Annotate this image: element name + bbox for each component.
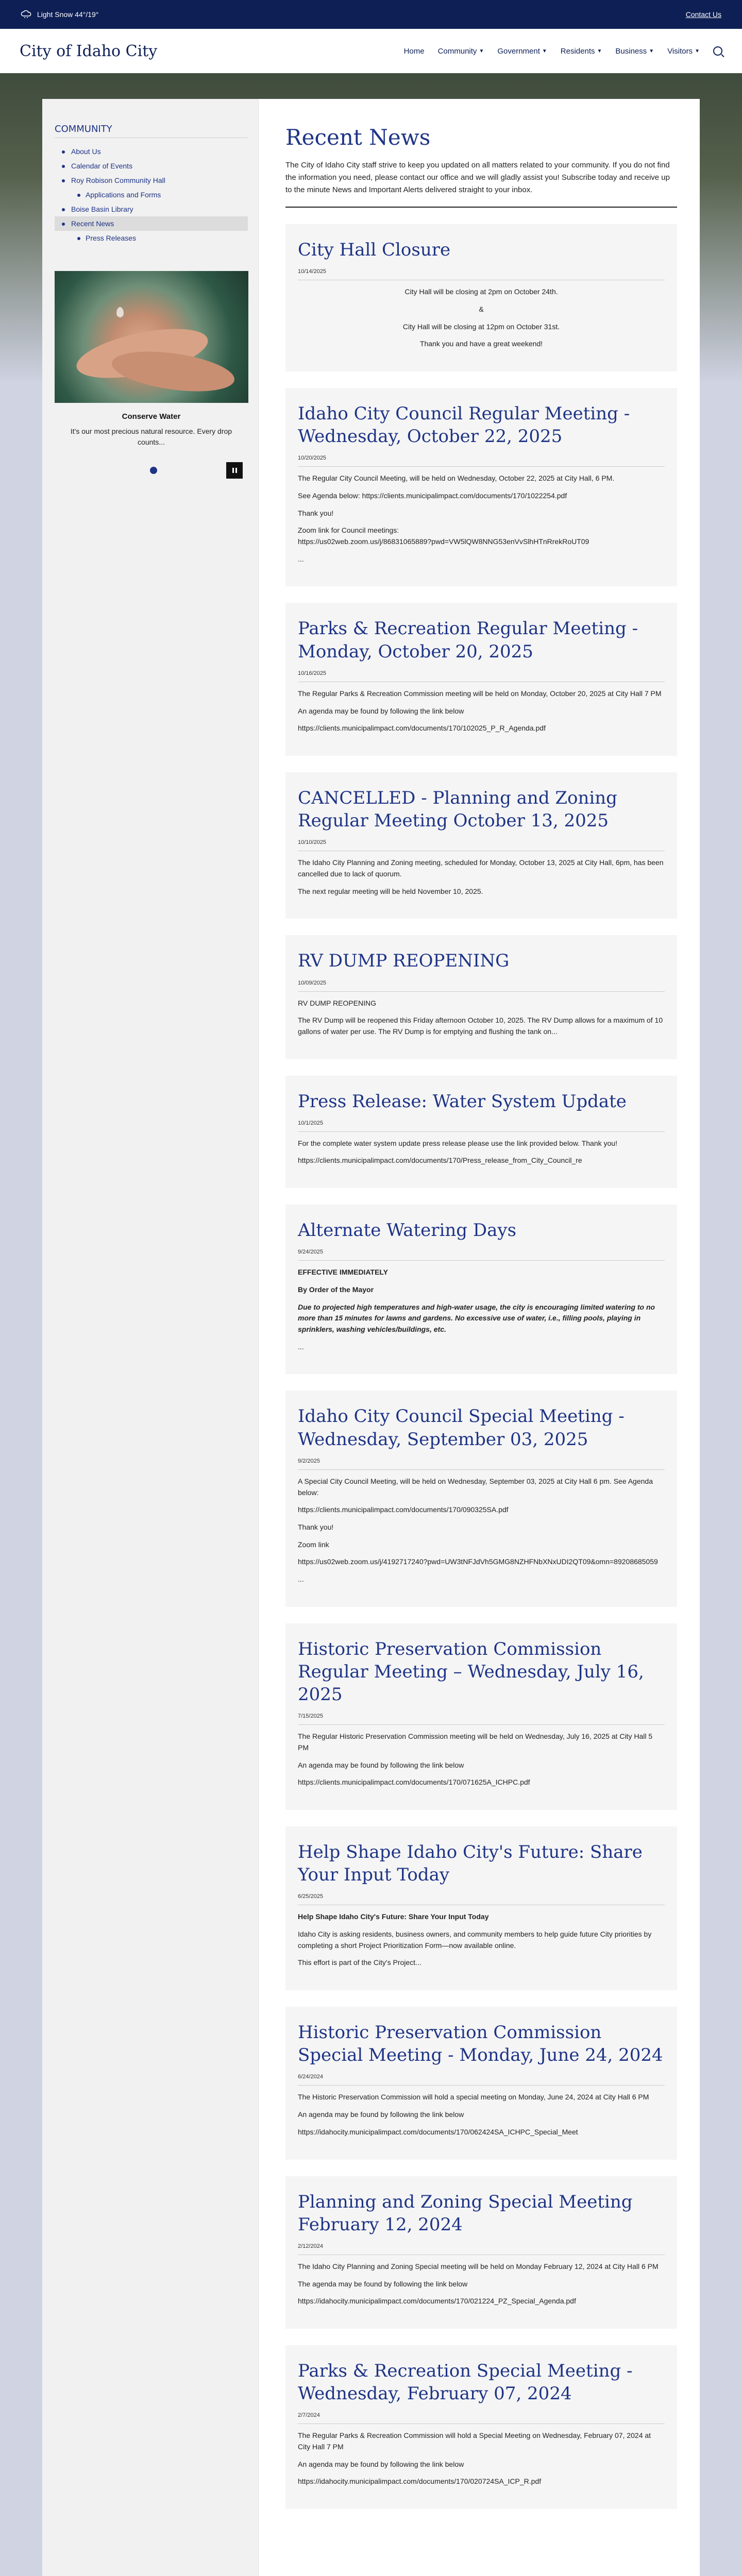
news-date: 10/14/2025 xyxy=(298,268,665,280)
chevron-down-icon: ▼ xyxy=(479,48,484,54)
news-body xyxy=(298,2092,665,2138)
sidebar-item[interactable]: Recent News xyxy=(55,216,248,231)
news-paragraph: City Hall will be closing at 2pm on October 24th. xyxy=(404,287,558,296)
sidebar-item[interactable]: Boise Basin Library xyxy=(55,202,248,216)
news-date: 10/1/2025 xyxy=(298,1120,665,1132)
news-title-link[interactable]: Alternate Watering Days xyxy=(298,1220,517,1241)
sidebar-heading: COMMUNITY xyxy=(55,124,248,138)
news-card xyxy=(285,935,677,1059)
slideshow-controls xyxy=(55,462,248,479)
feature-title: Conserve Water xyxy=(122,412,181,421)
news-paragraph: By Order of the Mayor xyxy=(298,1285,374,1294)
news-body xyxy=(298,473,665,565)
news-date: 7/15/2025 xyxy=(298,1713,665,1725)
news-title-link[interactable]: Help Shape Idaho City's Future: Share Your Input Today xyxy=(298,1841,643,1886)
news-paragraph: An agenda may be found by following the link below xyxy=(298,706,464,715)
news-paragraph: The agenda may be found by following the link below xyxy=(298,2279,468,2288)
feature-text: It's our most precious natural resource. Every drop counts... xyxy=(70,427,232,446)
nav-home[interactable] xyxy=(404,47,425,56)
news-body xyxy=(298,1138,665,1166)
sidebar-item[interactable]: Calendar of Events xyxy=(55,159,248,173)
news-paragraph: ... xyxy=(298,554,304,563)
news-body xyxy=(298,1476,665,1585)
news-card xyxy=(285,388,677,587)
search-icon[interactable] xyxy=(713,46,722,56)
news-paragraph: The Regular Historic Preservation Commission meeting will be held on Wednesday, July 16, 2025 at City Hall 5 PM xyxy=(298,1732,653,1752)
weather-text: Light Snow 44°/19° xyxy=(37,10,99,19)
news-title-link[interactable]: Idaho City Council Special Meeting - Wednesday, September 03, 2025 xyxy=(298,1406,625,1450)
site-header xyxy=(0,29,742,73)
water-drop-icon xyxy=(116,307,124,317)
page-title: Recent News xyxy=(285,125,431,150)
news-title-link[interactable]: CANCELLED - Planning and Zoning Regular Meeting October 13, 2025 xyxy=(298,787,617,832)
chevron-down-icon: ▼ xyxy=(695,48,700,54)
weather-widget xyxy=(21,10,98,19)
nav-government[interactable] xyxy=(497,47,547,56)
news-paragraph: Zoom link xyxy=(298,1540,329,1549)
news-paragraph: The RV Dump will be reopened this Friday afternoon October 10, 2025. The RV Dump allows for a maximum of 10 gallons of water per use. The RV Dump is for emptying and flushing the tank on... xyxy=(298,1016,663,1036)
news-paragraph: ... xyxy=(298,1342,304,1351)
nav-visitors[interactable] xyxy=(667,47,700,56)
news-paragraph: Thank you and have a great weekend! xyxy=(419,340,543,348)
news-paragraph: Thank you! xyxy=(298,509,334,517)
nav-label: Government xyxy=(497,46,540,56)
news-paragraph[interactable]: https://us02web.zoom.us/j/4192717240?pwd=UW3tNFJdVh5GMG8NZHFNbXNxUDI2QT09&omn=89208685059 xyxy=(298,1557,658,1566)
news-body xyxy=(298,1267,665,1352)
news-paragraph: For the complete water system update press release please use the link provided below. Thank you! xyxy=(298,1139,617,1147)
sidebar-list xyxy=(55,144,248,245)
news-body xyxy=(298,286,665,350)
news-body xyxy=(298,2430,665,2487)
sidebar-item[interactable]: Roy Robison Community Hall xyxy=(55,173,248,188)
news-paragraph: The Regular Parks & Recreation Commission will hold a Special Meeting on Wednesday, February 07, 2024 at City Hall 7 PM xyxy=(298,2431,651,2451)
news-date: 6/25/2025 xyxy=(298,1893,665,1905)
news-paragraph: The Historic Preservation Commission will hold a special meeting on Monday, June 24, 2024 at City Hall 6 PM xyxy=(298,2093,649,2102)
news-title-link[interactable]: Idaho City Council Regular Meeting - Wednesday, October 22, 2025 xyxy=(298,403,630,447)
news-paragraph: Idaho City is asking residents, business owners, and community members to help guide future City priorities by completing a short Project Prioritization Form—now available online. xyxy=(298,1930,652,1950)
site-logo[interactable]: City of Idaho City xyxy=(20,42,158,60)
nav-label: Home xyxy=(403,46,425,56)
news-paragraph[interactable]: Zoom link for Council meetings: https://us02web.zoom.us/j/86831065889?pwd=VW5lQW8NNG53enVvSlhHTnRrekRoUT09 xyxy=(298,526,589,546)
chevron-down-icon: ▼ xyxy=(542,48,547,54)
pause-icon xyxy=(232,468,234,473)
news-title-link[interactable]: Planning and Zoning Special Meeting February 12, 2024 xyxy=(298,2191,633,2235)
news-card xyxy=(285,772,677,919)
news-paragraph[interactable]: https://clients.municipalimpact.com/documents/170/Press_release_from_City_Council_re xyxy=(298,1156,582,1165)
main-content xyxy=(259,99,700,2576)
news-body xyxy=(298,857,665,897)
news-title-link[interactable]: RV DUMP REOPENING xyxy=(298,951,510,972)
sidebar xyxy=(42,99,259,2576)
news-paragraph: & xyxy=(479,304,484,313)
chevron-down-icon: ▼ xyxy=(649,48,654,54)
news-body xyxy=(298,2261,665,2307)
news-paragraph[interactable]: See Agenda below: https://clients.municipalimpact.com/documents/170/1022254.pdf xyxy=(298,492,567,500)
news-body xyxy=(298,998,665,1038)
news-body xyxy=(298,688,665,734)
news-card xyxy=(285,2176,677,2329)
news-body xyxy=(298,1731,665,1788)
news-body xyxy=(298,1911,665,1969)
news-title-link[interactable]: Parks & Recreation Regular Meeting - Monday, October 20, 2025 xyxy=(298,618,638,662)
sidebar-item[interactable]: About Us xyxy=(55,144,248,159)
news-title-link[interactable]: City Hall Closure xyxy=(298,240,451,260)
main-nav xyxy=(404,46,722,56)
news-card xyxy=(285,1391,677,1606)
news-card xyxy=(285,603,677,755)
news-paragraph: City Hall will be closing at 12pm on October 31st. xyxy=(402,322,560,331)
news-date: 2/7/2024 xyxy=(298,2412,665,2424)
news-paragraph: This effort is part of the City's Project... xyxy=(298,1958,421,1967)
news-paragraph: Help Shape Idaho City's Future: Share Your Input Today xyxy=(298,1912,489,1921)
slide-dot[interactable] xyxy=(150,467,157,474)
top-bar xyxy=(0,0,742,29)
news-list xyxy=(285,224,677,2509)
news-title-link[interactable]: Parks & Recreation Special Meeting - Wednesday, February 07, 2024 xyxy=(298,2360,633,2404)
nav-residents[interactable] xyxy=(561,47,602,56)
pause-button[interactable] xyxy=(226,462,243,479)
news-card xyxy=(285,224,677,371)
news-paragraph: An agenda may be found by following the link below xyxy=(298,1760,464,1769)
news-paragraph[interactable]: https://idahocity.municipalimpact.com/documents/170/021224_PZ_Special_Agenda.pdf xyxy=(298,2297,576,2306)
contact-us-link[interactable]: Contact Us xyxy=(685,10,721,19)
hand-shape xyxy=(109,345,237,398)
content-container xyxy=(42,99,700,2576)
nav-label: Business xyxy=(615,46,647,56)
news-paragraph: An agenda may be found by following the link below xyxy=(298,2110,464,2119)
news-card xyxy=(285,1623,677,1810)
news-paragraph: Due to projected high temperatures and high-water usage, the city is encouraging limited watering to no more than 15 minutes for lawns and gardens. No excessive use of water, i.e., filling pools, playing in sprinklers, washing vehicles/buildings, etc. xyxy=(298,1302,655,1334)
news-card xyxy=(285,1826,677,1990)
nav-community[interactable] xyxy=(438,47,484,56)
sidebar-item[interactable]: Press Releases xyxy=(55,231,248,245)
news-paragraph: An agenda may be found by following the link below xyxy=(298,2460,464,2468)
intro-text: The City of Idaho City staff strive to keep you updated on all matters related to your community. If you do not find the information you need, please contact our office and we will gladly assist you! Subscribe today and receive up to the minute News and Important Alerts delivered straight to your inbox. xyxy=(285,159,677,208)
news-paragraph[interactable]: https://clients.municipalimpact.com/documents/170/090325SA.pdf xyxy=(298,1505,509,1514)
news-paragraph: The Regular City Council Meeting, will be held on Wednesday, October 22, 2025 at City Hall, 6 PM. xyxy=(298,474,615,483)
nav-label: Visitors xyxy=(667,46,693,56)
news-paragraph: RV DUMP REOPENING xyxy=(298,998,376,1007)
chevron-down-icon: ▼ xyxy=(597,48,602,54)
news-date: 10/09/2025 xyxy=(298,980,665,992)
news-paragraph[interactable]: https://idahocity.municipalimpact.com/documents/170/020724SA_ICP_R.pdf xyxy=(298,2477,542,2486)
nav-business[interactable] xyxy=(615,47,654,56)
news-paragraph: ... xyxy=(298,1574,304,1583)
news-card xyxy=(285,1076,677,1189)
news-card xyxy=(285,1205,677,1374)
news-paragraph: The Regular Parks & Recreation Commission meeting will be held on Monday, October 20, 2025 at City Hall 7 PM xyxy=(298,689,662,698)
news-title-link[interactable]: Historic Preservation Commission Special Meeting - Monday, June 24, 2024 xyxy=(298,2022,663,2066)
news-paragraph: The Idaho City Planning and Zoning Special meeting will be held on Monday February 12, 2024 at City Hall 6 PM xyxy=(298,2262,659,2270)
nav-label: Community xyxy=(437,46,477,56)
news-paragraph[interactable]: https://clients.municipalimpact.com/documents/170/102025_P_R_Agenda.pdf xyxy=(298,724,546,733)
news-paragraph: Thank you! xyxy=(298,1522,334,1531)
news-date: 10/10/2025 xyxy=(298,839,665,851)
pause-icon xyxy=(235,468,237,473)
news-date: 6/24/2024 xyxy=(298,2074,665,2086)
news-card xyxy=(285,2007,677,2159)
news-title-link[interactable]: Historic Preservation Commission Regular Meeting – Wednesday, July 16, 2025 xyxy=(298,1638,644,1705)
news-title-link[interactable]: Press Release: Water System Update xyxy=(298,1091,627,1112)
news-card xyxy=(285,2345,677,2509)
conserve-water-image xyxy=(55,271,248,403)
news-paragraph: The Idaho City Planning and Zoning meeting, scheduled for Monday, October 13, 2025 at City Hall, 6pm, has been cancelled due to lack of quorum. xyxy=(298,858,664,878)
news-paragraph[interactable]: https://idahocity.municipalimpact.com/documents/170/062424SA_ICHPC_Special_Meet xyxy=(298,2127,578,2136)
news-paragraph[interactable]: https://clients.municipalimpact.com/documents/170/071625A_ICHPC.pdf xyxy=(298,1778,530,1787)
page-stage xyxy=(0,73,742,2576)
news-date: 9/2/2025 xyxy=(298,1458,665,1470)
news-paragraph: A Special City Council Meeting, will be held on Wednesday, September 03, 2025 at City Hall 6 pm. See Agenda below: xyxy=(298,1477,653,1497)
news-date: 10/20/2025 xyxy=(298,455,665,467)
news-date: 10/16/2025 xyxy=(298,670,665,682)
news-paragraph: The next regular meeting will be held November 10, 2025. xyxy=(298,887,483,895)
news-date: 9/24/2025 xyxy=(298,1249,665,1261)
nav-label: Residents xyxy=(560,46,595,56)
news-paragraph: EFFECTIVE IMMEDIATELY xyxy=(298,1268,389,1277)
sidebar-item[interactable]: Applications and Forms xyxy=(55,188,248,202)
cloud-snow-icon xyxy=(21,10,32,19)
news-date: 2/12/2024 xyxy=(298,2243,665,2255)
